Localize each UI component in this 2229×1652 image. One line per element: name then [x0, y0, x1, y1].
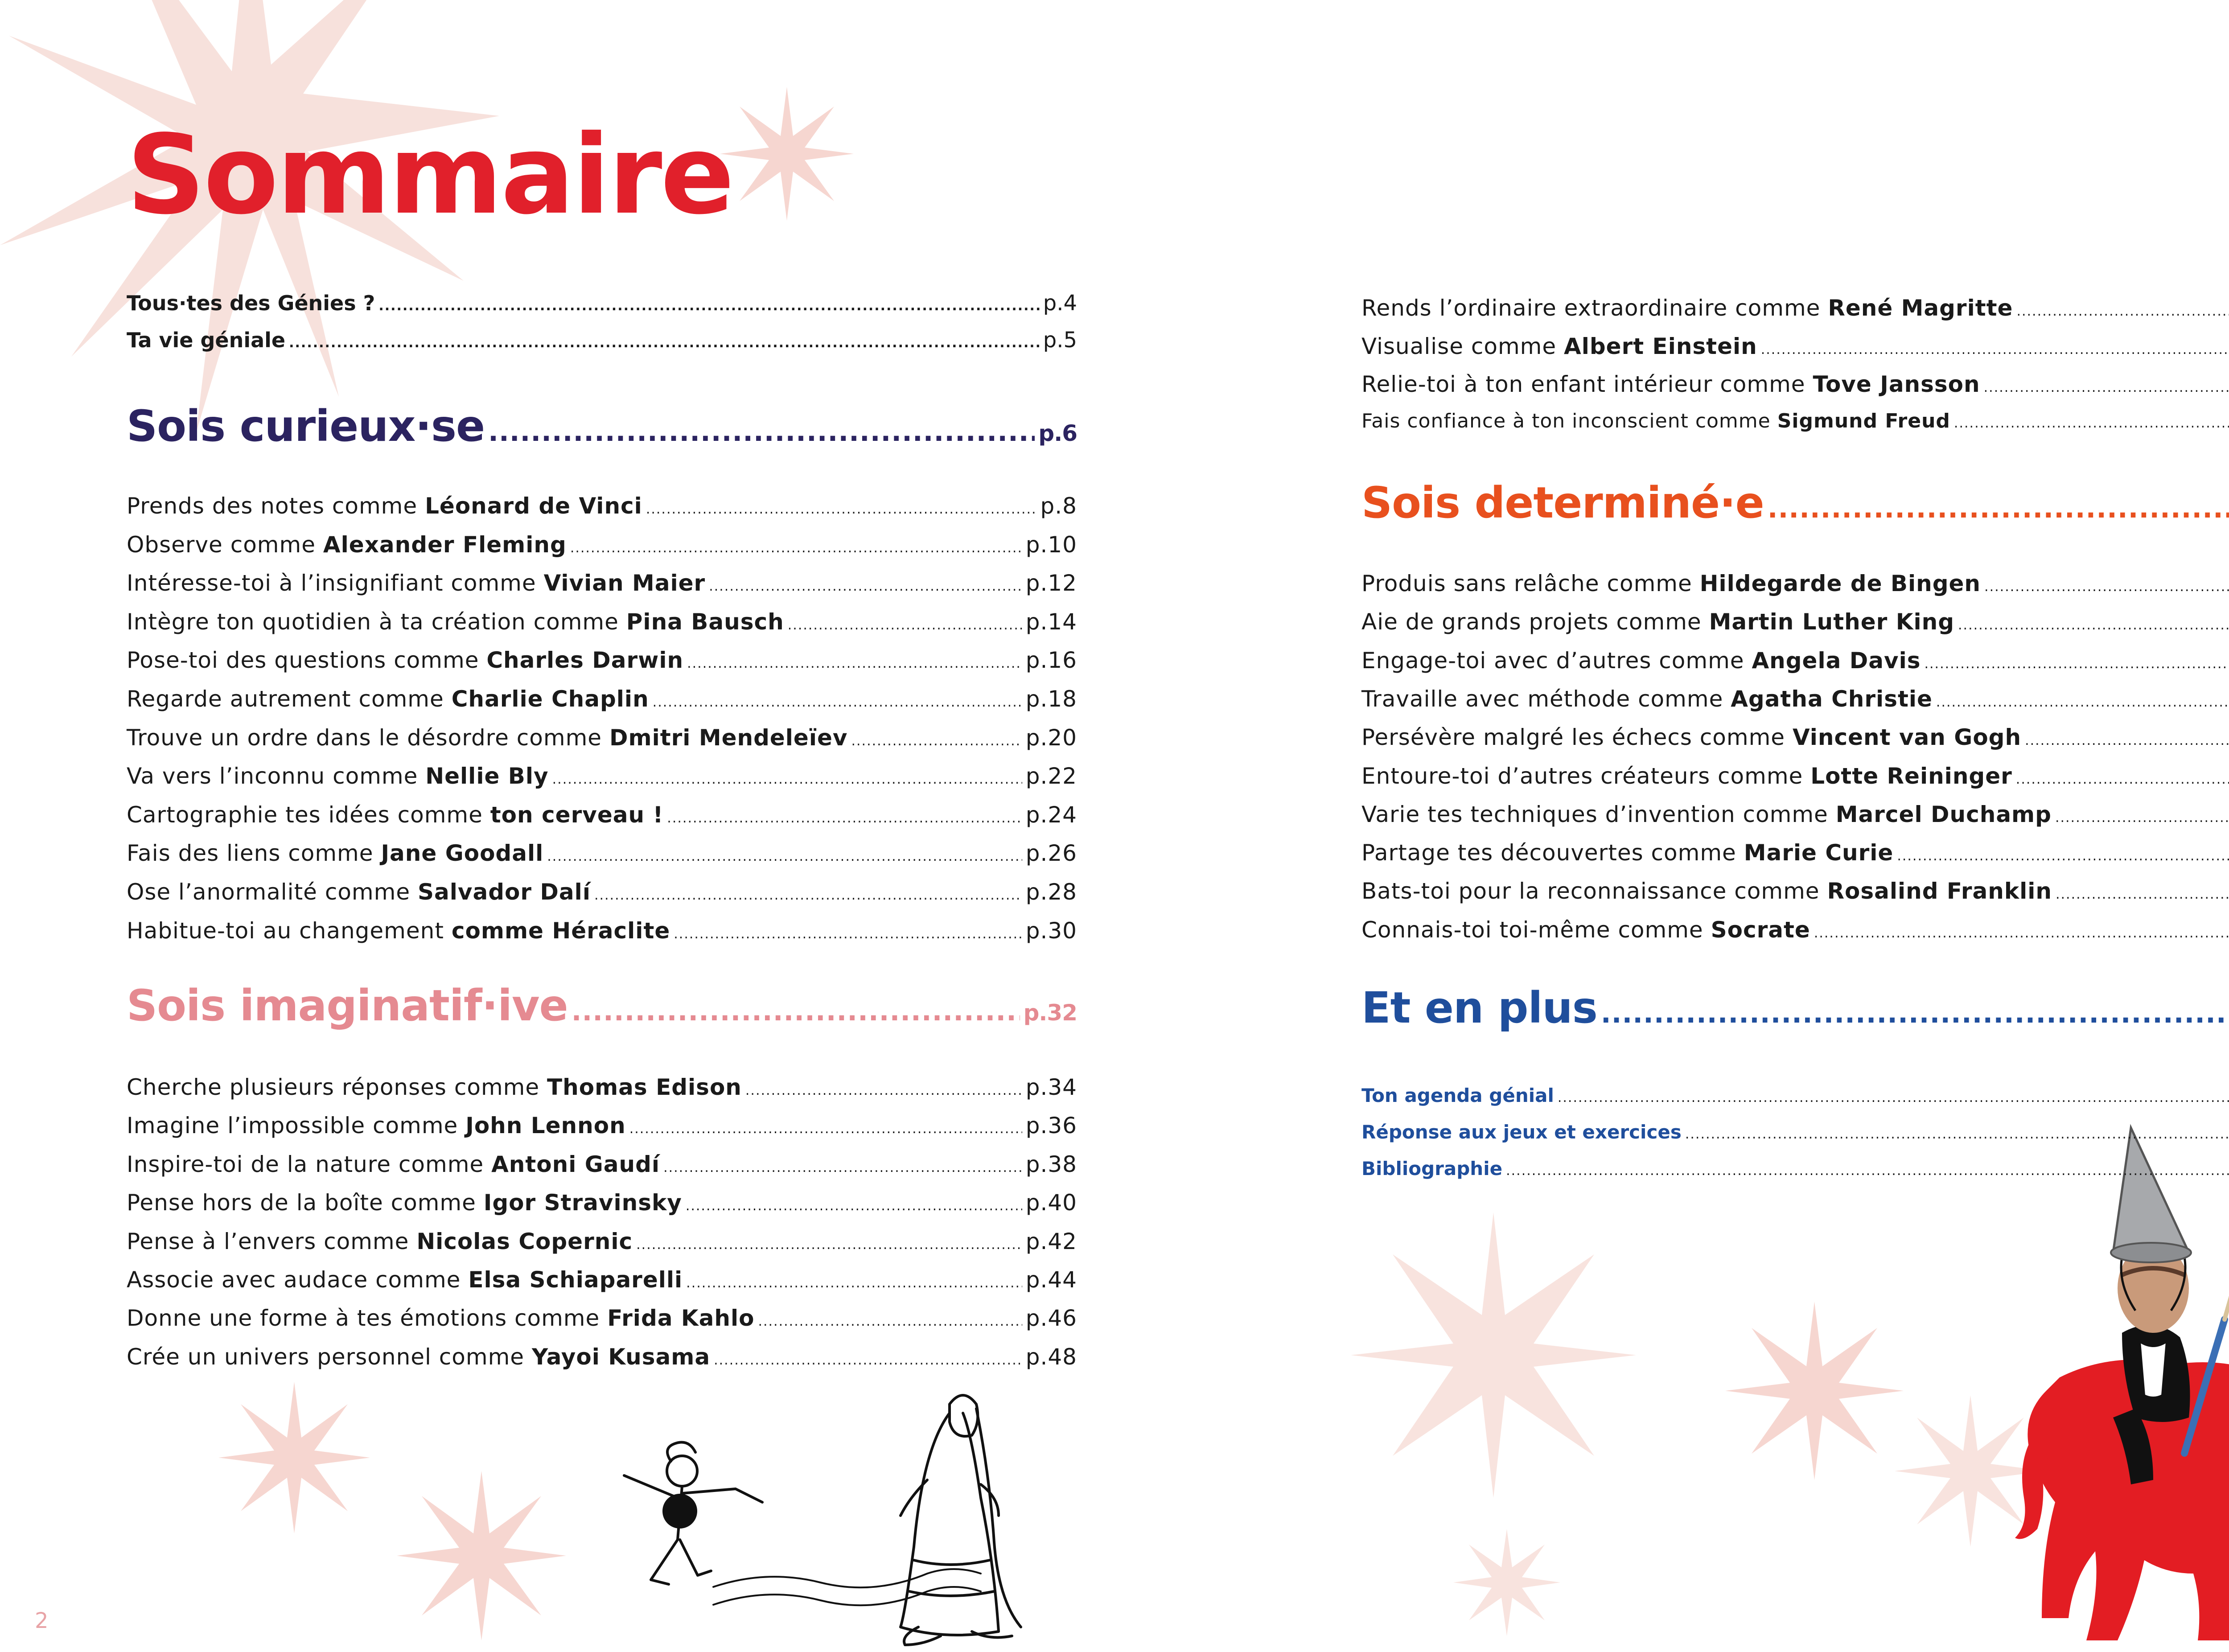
toc-entry-phrase: Partage tes découvertes comme — [1361, 840, 1736, 866]
toc-entry-phrase: Crée un univers personnel comme — [127, 1344, 525, 1370]
toc-entry[interactable] — [127, 840, 1077, 866]
leader-dots — [636, 1237, 1022, 1253]
toc-entry-text — [127, 1074, 742, 1100]
toc-entry-phrase: Fais des liens comme — [127, 840, 374, 867]
section-heading-determine[interactable] — [1361, 478, 2229, 528]
toc-entry-genius-name: ton cerveau ! — [490, 801, 664, 828]
toc-entry-genius-name: Marie Curie — [1744, 840, 1894, 866]
toc-page: p.18 — [1025, 686, 1077, 712]
toc-page: p.26 — [1025, 840, 1077, 867]
toc-entry-genius-name: Pina Bausch — [626, 608, 784, 635]
toc-entry-genius-name: Socrate — [1711, 916, 1810, 943]
leader-dots — [653, 694, 1022, 710]
toc-entry[interactable] — [127, 725, 1077, 751]
leader-dots — [1924, 656, 2229, 672]
leader-dots — [663, 1160, 1022, 1175]
toc-entry-text — [127, 570, 705, 596]
toc-entry[interactable] — [1361, 609, 2229, 635]
toc-entry[interactable] — [127, 647, 1077, 673]
toc-entry-phrase: Visualise comme — [1361, 333, 1557, 359]
toc-entry-text — [127, 1229, 633, 1254]
toc-page: p.24 — [1025, 801, 1077, 828]
toc-entry[interactable] — [127, 1074, 1077, 1100]
toc-entry-genius-name: Frida Kahlo — [607, 1305, 755, 1331]
toc-entry-phrase: Engage-toi avec d’autres comme — [1361, 647, 1744, 674]
toc-entry-text — [127, 609, 784, 635]
toc-entry-phrase: Donne une forme à tes émotions comme — [127, 1305, 600, 1331]
toc-page: p.20 — [1025, 724, 1077, 751]
toc-entry-phrase: Rends l’ordinaire extraordinaire comme — [1361, 295, 1821, 321]
toc-entry-genius-name: Antoni Gaudí — [491, 1151, 660, 1177]
toc-entry-genius-name: Nicolas Copernic — [416, 1228, 633, 1254]
toc-entry-phrase: Varie tes techniques d’invention comme — [1361, 801, 1828, 827]
toc-entry-text — [127, 802, 663, 828]
toc-entry-phrase: Aie de grands projets comme — [1361, 609, 1702, 635]
right-page — [1226, 0, 2229, 1652]
toc-entry-genius-name: Rosalind Franklin — [1827, 878, 2052, 904]
leader-dots — [629, 1121, 1022, 1137]
toc-entry-text — [1361, 801, 2052, 827]
toc-entry-genius-name: Charles Darwin — [486, 647, 684, 674]
toc-entry-phrase: Fais confiance à ton inconscient comme — [1361, 409, 1771, 432]
toc-entry-text — [127, 686, 649, 712]
leader-dots — [1958, 617, 2229, 633]
section-heading-curieux[interactable] — [127, 401, 1077, 451]
toc-extra-item[interactable] — [1361, 1155, 2229, 1180]
toc-entry[interactable] — [127, 1305, 1077, 1331]
toc-entry-genius-name: Alexander Fleming — [323, 531, 567, 558]
toc-entry[interactable] — [1361, 571, 2229, 596]
toc-entry[interactable] — [1361, 371, 2229, 397]
toc-intro-item[interactable] — [127, 328, 1077, 353]
page-number-left: 2 — [35, 1608, 49, 1633]
toc-entry-genius-name: Albert Einstein — [1564, 333, 1757, 359]
toc-entry[interactable] — [127, 532, 1077, 558]
toc-entry-text — [127, 1267, 683, 1293]
toc-entry[interactable] — [1361, 763, 2229, 789]
toc-page: p.40 — [1025, 1190, 1077, 1216]
toc-extra-item[interactable] — [1361, 1119, 2229, 1144]
toc-entry-text — [1361, 295, 2013, 321]
toc-entry-phrase: Regarde autrement comme — [127, 686, 444, 712]
toc-entry-text — [1361, 371, 1980, 397]
leader-dots — [2016, 772, 2229, 787]
toc-entry-genius-name: Marcel Duchamp — [1835, 801, 2052, 827]
leader-dots — [594, 888, 1022, 903]
toc-entry-text — [127, 918, 670, 944]
toc-page: p.30 — [1025, 917, 1077, 944]
leader-dots — [2025, 733, 2229, 748]
toc-page: p.8 — [1040, 493, 1077, 519]
leader-dots — [687, 656, 1022, 671]
toc-label: Ta vie géniale — [127, 328, 286, 352]
leader-dots — [709, 579, 1022, 594]
toc-entry-genius-name: Igor Stravinsky — [483, 1190, 682, 1216]
section-title: Sois imaginatif·ive — [127, 981, 568, 1031]
toc-entry-text — [127, 1190, 682, 1216]
toc-entry-text — [127, 725, 847, 751]
section-heading-plus[interactable] — [1361, 983, 2229, 1033]
leader-dots — [788, 617, 1022, 633]
toc-entry-genius-name: Vincent van Gogh — [1792, 724, 2022, 751]
toc-entry[interactable] — [127, 609, 1077, 635]
toc-entry-genius-name: Léonard de Vinci — [425, 493, 642, 519]
toc-entry-genius-name: Angela Davis — [1752, 647, 1921, 674]
leader-dots — [1984, 380, 2229, 395]
toc-entry-genius-name: Agatha Christie — [1731, 686, 1933, 712]
toc-entry-text — [1361, 763, 2012, 789]
toc-entry-genius-name: Hildegarde de Bingen — [1699, 571, 1981, 596]
toc-entry-text — [1361, 648, 1921, 674]
toc-entry-phrase: Va vers l’inconnu comme — [127, 763, 418, 789]
toc-entry-text — [127, 493, 642, 519]
toc-entry-genius-name: Nellie Bly — [425, 763, 549, 789]
toc-entry-genius-name: Tove Jansson — [1813, 371, 1980, 397]
toc-entry-text — [1361, 571, 1981, 596]
toc-entry-text — [1361, 410, 1950, 432]
toc-entry[interactable] — [127, 918, 1077, 944]
toc-entry[interactable] — [1361, 878, 2229, 904]
toc-label: Bibliographie — [1361, 1158, 1503, 1179]
section-page: p.6 — [1038, 420, 1077, 446]
leader-dots — [289, 335, 1040, 351]
toc-entry-genius-name: John Lennon — [465, 1113, 626, 1139]
toc-entry-genius-name: Martin Luther King — [1709, 609, 1955, 635]
toc-entry[interactable] — [127, 1229, 1077, 1254]
leader-dots — [378, 298, 1039, 314]
toc-entry-phrase: Prends des notes comme — [127, 493, 418, 519]
leader-dots — [572, 996, 1020, 1027]
toc-page: p.28 — [1025, 879, 1077, 905]
leader-dots — [1936, 694, 2229, 710]
toc-entry[interactable] — [127, 1113, 1077, 1138]
toc-entry-phrase: Observe comme — [127, 531, 316, 558]
leader-dots — [1761, 342, 2229, 358]
leader-dots — [1954, 415, 2229, 431]
toc-page: p.36 — [1025, 1113, 1077, 1139]
toc-entry[interactable] — [1361, 648, 2229, 674]
leader-dots — [758, 1314, 1022, 1329]
toc-label: Réponse aux jeux et exercices — [1361, 1121, 1682, 1143]
toc-entry-phrase: Travaille avec méthode comme — [1361, 686, 1723, 712]
toc-entry-genius-name: Jane Goodall — [381, 840, 544, 867]
toc-page: p.10 — [1025, 531, 1077, 558]
toc-entry-text — [1361, 609, 1954, 635]
leader-dots — [570, 540, 1022, 556]
toc-entry[interactable] — [127, 1151, 1077, 1177]
toc-label: Ton agenda génial — [1361, 1085, 1554, 1106]
toc-entry-text — [127, 1151, 660, 1177]
toc-entry[interactable] — [1361, 333, 2229, 359]
page-title: Sommaire — [127, 111, 733, 238]
toc-page: p.22 — [1025, 763, 1077, 789]
toc-entry-phrase: Associe avec audace comme — [127, 1267, 461, 1293]
toc-entry-text — [1361, 686, 1933, 712]
leader-dots — [667, 810, 1022, 826]
leader-dots — [686, 1198, 1022, 1214]
leader-dots — [547, 849, 1022, 864]
leader-dots — [674, 926, 1022, 942]
toc-entry[interactable] — [127, 1267, 1077, 1293]
toc-entry-text — [127, 879, 591, 905]
toc-entry[interactable] — [127, 570, 1077, 596]
toc-entry-text — [127, 1305, 754, 1331]
toc-entry-genius-name: comme Héraclite — [451, 917, 670, 944]
toc-entry[interactable] — [1361, 724, 2229, 750]
toc-extra-item[interactable] — [1361, 1082, 2229, 1107]
leader-dots — [552, 772, 1022, 787]
toc-entry[interactable] — [127, 493, 1077, 519]
toc-entry-genius-name: Salvador Dalí — [418, 879, 591, 905]
toc-entry-phrase: Ose l’anormalité comme — [127, 879, 411, 905]
toc-entry[interactable] — [1361, 801, 2229, 827]
toc-entry-text — [1361, 917, 1810, 943]
leader-dots — [714, 1352, 1022, 1368]
toc-entry-genius-name: Thomas Edison — [547, 1074, 742, 1100]
toc-entry[interactable] — [127, 686, 1077, 712]
toc-entry-text — [127, 763, 549, 789]
leader-dots — [488, 416, 1035, 448]
toc-entry[interactable] — [1361, 410, 2229, 432]
toc-entry[interactable] — [127, 802, 1077, 828]
toc-entry-text — [127, 647, 683, 673]
leader-dots — [1506, 1163, 2229, 1179]
toc-entry[interactable] — [1361, 295, 2229, 321]
toc-page: p.5 — [1043, 328, 1077, 353]
toc-page: p.42 — [1025, 1228, 1077, 1254]
leader-dots — [2056, 887, 2229, 902]
toc-page: p.12 — [1025, 570, 1077, 596]
toc-entry-phrase: Cherche plusieurs réponses comme — [127, 1074, 540, 1100]
toc-entry-text — [1361, 878, 2052, 904]
leader-dots — [851, 733, 1022, 749]
toc-entry[interactable] — [1361, 917, 2229, 943]
leader-dots — [1558, 1090, 2229, 1105]
leader-dots — [1685, 1126, 2229, 1142]
toc-entry-phrase: Intègre ton quotidien à ta création comme — [127, 608, 619, 635]
toc-page: p.4 — [1043, 291, 1077, 316]
toc-label: Tous·tes des Génies ? — [127, 291, 375, 315]
toc-entry-phrase: Habitue-toi au changement — [127, 917, 444, 944]
toc-entry-genius-name: René Magritte — [1828, 295, 2013, 321]
toc-page: p.38 — [1025, 1151, 1077, 1177]
toc-entry-text — [1361, 724, 2021, 750]
toc-entry-genius-name: Yayoi Kusama — [531, 1344, 711, 1370]
toc-entry-phrase: Entoure-toi d’autres créateurs comme — [1361, 763, 1803, 789]
toc-entry[interactable] — [127, 1190, 1077, 1216]
toc-entry-phrase: Intéresse-toi à l’insignifiant comme — [127, 570, 536, 596]
section-title: Sois curieux·se — [127, 401, 485, 451]
toc-entry-phrase: Pense hors de la boîte comme — [127, 1190, 476, 1216]
leader-dots — [1897, 848, 2229, 864]
toc-entry-phrase: Trouve un ordre dans le désordre comme — [127, 724, 602, 751]
toc-page: p.48 — [1025, 1344, 1077, 1370]
toc-entry-text — [127, 1344, 710, 1370]
toc-entry-genius-name: Sigmund Freud — [1777, 409, 1950, 432]
toc-entry-phrase: Relie-toi à ton enfant intérieur comme — [1361, 371, 1805, 397]
toc-entry-genius-name: Vivian Maier — [543, 570, 706, 596]
toc-entry[interactable] — [127, 763, 1077, 789]
leader-dots — [2016, 304, 2229, 319]
toc-entry-text — [127, 840, 543, 866]
section-heading-imaginatif[interactable] — [127, 981, 1077, 1031]
toc-entry[interactable] — [1361, 840, 2229, 866]
toc-page: p.16 — [1025, 647, 1077, 674]
toc-entry-text — [1361, 333, 1757, 359]
toc-entry-phrase: Imagine l’impossible comme — [127, 1113, 458, 1139]
toc-page: p.34 — [1025, 1074, 1077, 1100]
leader-dots — [1601, 998, 2229, 1029]
toc-page: p.14 — [1025, 608, 1077, 635]
toc-entry-text — [127, 532, 567, 558]
leader-dots — [1768, 493, 2229, 524]
toc-entry-text — [1361, 840, 1893, 866]
toc-entry-phrase: Inspire-toi de la nature comme — [127, 1151, 484, 1177]
toc-entry-phrase: Pose-toi des questions comme — [127, 647, 479, 674]
toc-entry-phrase: Persévère malgré les échecs comme — [1361, 724, 1785, 751]
section-title: Et en plus — [1361, 983, 1597, 1033]
toc-entry-phrase: Bats-toi pour la reconnaissance comme — [1361, 878, 1820, 904]
toc-entry-genius-name: Lotte Reininger — [1810, 763, 2012, 789]
toc-entry-phrase: Connais-toi toi-même comme — [1361, 916, 1703, 943]
leader-dots — [1984, 579, 2229, 595]
section-page: p.32 — [1023, 1000, 1077, 1026]
toc-page: p.44 — [1025, 1267, 1077, 1293]
section-title: Sois determiné·e — [1361, 478, 1764, 528]
toc-entry-phrase: Pense à l’envers comme — [127, 1228, 409, 1254]
leader-dots — [646, 501, 1037, 517]
leader-dots — [1814, 925, 2229, 941]
toc-entry[interactable] — [1361, 686, 2229, 712]
toc-entry-genius-name: Charlie Chaplin — [451, 686, 649, 712]
toc-page: p.46 — [1025, 1305, 1077, 1331]
toc-entry-genius-name: Dmitri Mendeleïev — [609, 724, 848, 751]
leader-dots — [745, 1083, 1022, 1098]
leader-dots — [2055, 810, 2229, 826]
toc-entry-text — [127, 1113, 626, 1138]
leader-dots — [686, 1275, 1022, 1291]
toc-entry[interactable] — [127, 1344, 1077, 1370]
toc-entry-phrase: Produis sans relâche comme — [1361, 571, 1692, 596]
toc-entry-phrase: Cartographie tes idées comme — [127, 801, 483, 828]
toc-intro-item[interactable] — [127, 291, 1077, 316]
toc-entry-genius-name: Elsa Schiaparelli — [468, 1267, 683, 1293]
toc-entry[interactable] — [127, 879, 1077, 905]
